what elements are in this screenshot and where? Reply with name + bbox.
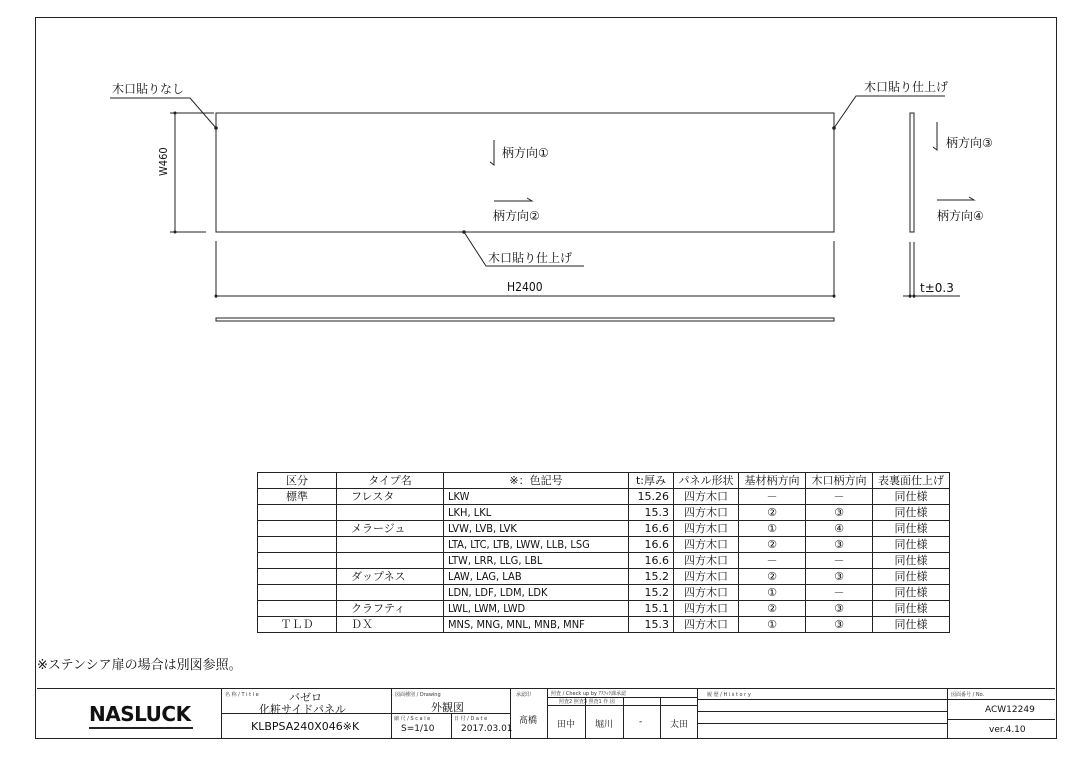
col-header: 木口柄方向 [806,473,873,489]
col-header: 表裏面仕上げ [873,473,950,489]
check-sub-caption: 照査2 照査3 照査1 作 図 [559,699,615,705]
cell-category [258,537,337,553]
approved-caption: 承認印 [516,692,532,698]
cell-colors: LDN, LDF, LDM, LDK [444,585,629,601]
cell-colors: LKW [444,489,629,505]
cell-shape: 四方木口 [674,585,739,601]
drawing-type-caption: 図面種別 / Drawing [395,692,441,698]
cell-edge-grain: ③ [806,537,873,553]
cell-thickness: 15.3 [629,617,674,633]
table-row [258,585,950,601]
title-block [37,688,1055,738]
cell-type: ダップネス [337,569,444,585]
cell-thickness: 16.6 [629,537,674,553]
cell-category [258,601,337,617]
cell-finish: 同仕様 [873,505,950,521]
cell-edge-grain: ④ [806,521,873,537]
label-no-edge: 木口貼りなし [112,82,185,96]
col-header: ※：色記号 [444,473,629,489]
table-row [258,601,950,617]
cell-shape: 四方木口 [674,537,739,553]
table-row [258,553,950,569]
doc-no: ACW12249 [985,705,1035,715]
grain-arrow-2 [494,198,532,201]
grain-arrow-4 [937,197,974,200]
spec-table-header [258,473,950,489]
thickness-dim-label: t±0.3 [920,281,954,295]
history-caption: 履 歴 / H i s t o r y [707,692,751,698]
col-header: タイプ名 [337,473,444,489]
cell-shape: 四方木口 [674,521,739,537]
leader-edge-top-right [834,96,945,128]
cell-category [258,585,337,601]
cell-thickness: 16.6 [629,553,674,569]
cell-category [258,521,337,537]
cell-category [258,553,337,569]
nasluck-logo: NASLUCK [89,702,191,726]
cell-thickness: 15.3 [629,505,674,521]
cell-shape: 四方木口 [674,601,739,617]
title-caption: 名 称 / T i t l e [225,692,259,698]
grain-label-2: 柄方向② [493,209,540,223]
drawn-by: 太田 [670,720,689,730]
cell-category [258,569,337,585]
cell-edge-grain: ③ [806,601,873,617]
cell-finish: 同仕様 [873,585,950,601]
checker-1: 田中 [557,720,576,730]
cell-type: フレスタ [337,489,444,505]
drawing-type: 外観図 [431,701,464,714]
grain-arrow-1 [490,140,494,165]
cell-thickness: 15.1 [629,601,674,617]
col-header: パネル形状 [674,473,739,489]
cell-base-grain: ① [739,617,806,633]
title-main: バゼロ [289,691,322,704]
model-number: KLBPSA240X046※K [251,720,360,733]
cell-thickness: 16.6 [629,521,674,537]
cell-finish: 同仕様 [873,601,950,617]
table-row [258,569,950,585]
cell-edge-grain: ③ [806,505,873,521]
cell-base-grain: ② [739,537,806,553]
label-edge-finish-bottom: 木口貼り仕上げ [488,251,573,265]
cell-type [337,553,444,569]
table-row [258,521,950,537]
cell-type: ＤＸ [337,617,444,633]
check-caption: 照査 / Check up by ｱｽﾗｯｸ課承認 [551,691,626,697]
cell-type: メラージュ [337,521,444,537]
cell-colors: LWL, LWM, LWD [444,601,629,617]
cell-category: 標準 [258,489,337,505]
doc-no-caption: 図面番号 / No. [951,692,985,698]
cell-finish: 同仕様 [873,489,950,505]
col-header: t:厚み [629,473,674,489]
checker-2: 堀川 [595,720,614,730]
cell-thickness: 15.26 [629,489,674,505]
panel-edge-view [216,318,834,321]
col-header: 基材柄方向 [739,473,806,489]
length-dim-label: H2400 [507,280,543,294]
cell-base-grain: ① [739,585,806,601]
title-sub: 化粧サイドパネル [259,703,347,716]
table-row [258,489,950,505]
label-edge-finish-top: 木口貼り仕上げ [864,80,949,94]
date-caption: 日 付 / D a t e [454,716,488,722]
cell-colors: LAW, LAG, LAB [444,569,629,585]
cell-base-grain: ② [739,505,806,521]
cell-shape: 四方木口 [674,489,739,505]
panel-side-view [910,113,914,232]
grain-label-4: 柄方向④ [937,209,984,223]
cell-type [337,585,444,601]
cell-shape: 四方木口 [674,553,739,569]
cell-edge-grain: － [806,489,873,505]
stencia-note: ※ステンシア扉の場合は別図参照。 [37,658,242,673]
scale-caption: 縮 尺 / S c a l e [394,716,431,722]
cell-type [337,505,444,521]
cell-edge-grain: ③ [806,617,873,633]
cell-category: ＴＬＤ [258,617,337,633]
approved-by: 髙橋 [519,716,538,726]
cell-thickness: 15.2 [629,585,674,601]
table-row [258,505,950,521]
grain-label-3: 柄方向③ [946,136,993,150]
checker-3: - [639,717,643,727]
cell-base-grain: － [739,553,806,569]
cell-finish: 同仕様 [873,569,950,585]
cell-shape: 四方木口 [674,617,739,633]
grain-arrow-3 [933,122,937,150]
date-value: 2017.03.01 [461,724,513,734]
cell-thickness: 15.2 [629,569,674,585]
cell-edge-grain: ③ [806,569,873,585]
cell-edge-grain: － [806,553,873,569]
cell-base-grain: － [739,489,806,505]
cell-colors: LVW, LVB, LVK [444,521,629,537]
cell-shape: 四方木口 [674,505,739,521]
cell-colors: LTA, LTC, LTB, LWW, LLB, LSG [444,537,629,553]
cell-edge-grain: － [806,585,873,601]
spec-table [257,472,950,633]
cell-base-grain: ② [739,601,806,617]
cell-colors: LKH, LKL [444,505,629,521]
cell-shape: 四方木口 [674,569,739,585]
cell-type [337,537,444,553]
table-row [258,617,950,633]
cell-type: クラフティ [337,601,444,617]
scale-value: S=1/10 [401,724,435,734]
version: ver.4.10 [989,725,1026,735]
cell-category [258,505,337,521]
cell-colors: LTW, LRR, LLG, LBL [444,553,629,569]
cell-finish: 同仕様 [873,521,950,537]
cell-base-grain: ① [739,521,806,537]
cell-finish: 同仕様 [873,553,950,569]
grain-label-1: 柄方向① [502,146,549,160]
width-dim-label: W460 [157,147,170,176]
cell-finish: 同仕様 [873,617,950,633]
cell-finish: 同仕様 [873,537,950,553]
col-header: 区分 [258,473,337,489]
table-row [258,537,950,553]
cell-colors: MNS, MNG, MNL, MNB, MNF [444,617,629,633]
cell-base-grain: ② [739,569,806,585]
